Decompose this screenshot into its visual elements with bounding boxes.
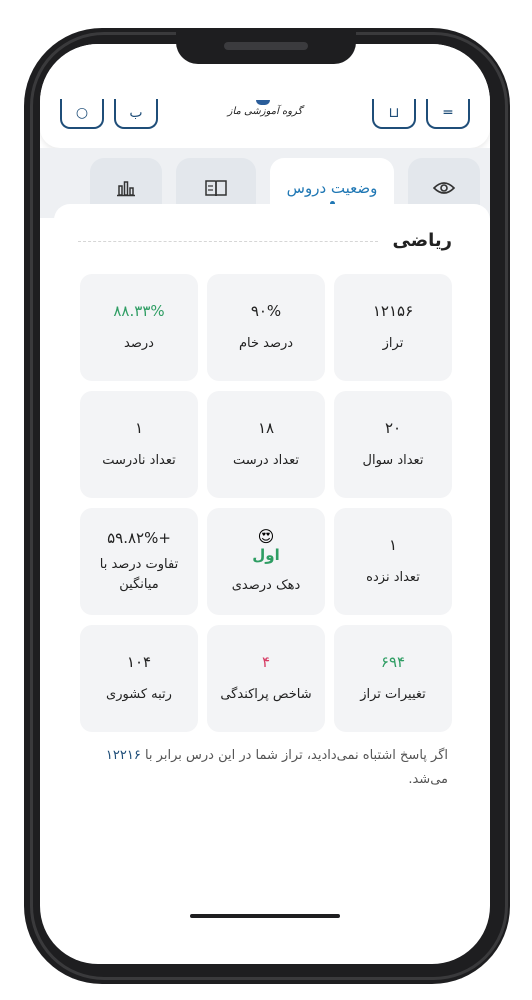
stat-card-diff-from-mean (80, 508, 198, 615)
app-screen (40, 44, 490, 964)
stat-label: تعداد نزده (366, 569, 420, 585)
stat-value: +۵۹.۸۲% (107, 528, 171, 547)
stat-card-question-count (334, 391, 452, 498)
stat-card-taraz-change (334, 625, 452, 732)
stat-value: اول (252, 545, 280, 564)
profile-icon[interactable]: ○ (60, 99, 104, 129)
stat-value: ۱۰۴ (126, 652, 152, 671)
chart-icon (116, 179, 136, 197)
hint-number: ۱۲۲۱۶ (105, 748, 141, 763)
stat-value: ۴ (261, 652, 271, 671)
stat-value: ۶۹۴ (380, 652, 406, 671)
stat-card-percent (80, 274, 198, 381)
stat-label: درصد خام (238, 335, 294, 351)
book-icon (204, 178, 228, 198)
hint-suffix: می‌شد. (408, 772, 448, 787)
stat-card-percent-decile (207, 508, 325, 615)
stat-card-dispersion-index (207, 625, 325, 732)
stat-card-correct-count (207, 391, 325, 498)
stat-value: ۱۲۱۵۶ (372, 301, 414, 320)
maz-logo: گروه آموزشی ماز (226, 106, 304, 130)
cart-icon[interactable]: ⊔ (372, 99, 416, 129)
taraz-hint-text (78, 744, 448, 792)
stat-label: تعداد درست (233, 452, 299, 468)
stat-label: تغییرات تراز (360, 686, 426, 702)
stat-value: ۱۸ (257, 418, 275, 437)
stat-label: درصد (124, 335, 154, 351)
stat-card-taraz (334, 274, 452, 381)
tab-course-status-label: وضعیت دروس (286, 179, 378, 197)
stat-card-unanswered-count (334, 508, 452, 615)
stat-card-national-rank (80, 625, 198, 732)
home-indicator[interactable] (190, 914, 340, 918)
stat-value: ۲۰ (384, 418, 402, 437)
stat-value: ۱ (388, 535, 398, 554)
stat-label: تراز (382, 335, 404, 351)
smiling-face-heart-eyes-icon: 😍 (257, 526, 275, 546)
stat-label: رتبه کشوری (106, 686, 172, 702)
stat-value: ۹۰% (250, 301, 282, 320)
stat-label: تعداد سوال (362, 452, 424, 468)
speaker-grille (224, 42, 308, 50)
stat-card-raw-percent (207, 274, 325, 381)
subject-divider (78, 241, 378, 242)
stat-label: دهک درصدی (231, 577, 301, 593)
stat-value: ۸۸.۳۳% (113, 301, 165, 320)
subject-title: ریاضی (392, 230, 452, 251)
stat-label: شاخص پراکندگی (220, 686, 312, 702)
stat-value: ۱ (134, 418, 144, 437)
hint-prefix: اگر پاسخ اشتباه نمی‌دادید، تراز شما در این درس برابر با (144, 748, 448, 763)
menu-icon[interactable]: ═ (426, 99, 470, 129)
stat-label: تفاوت درصد با میانگین (99, 556, 179, 592)
stat-label: تعداد نادرست (102, 452, 176, 468)
stat-card-wrong-count (80, 391, 198, 498)
eye-icon (433, 180, 455, 196)
bag-icon[interactable]: ب (114, 99, 158, 129)
